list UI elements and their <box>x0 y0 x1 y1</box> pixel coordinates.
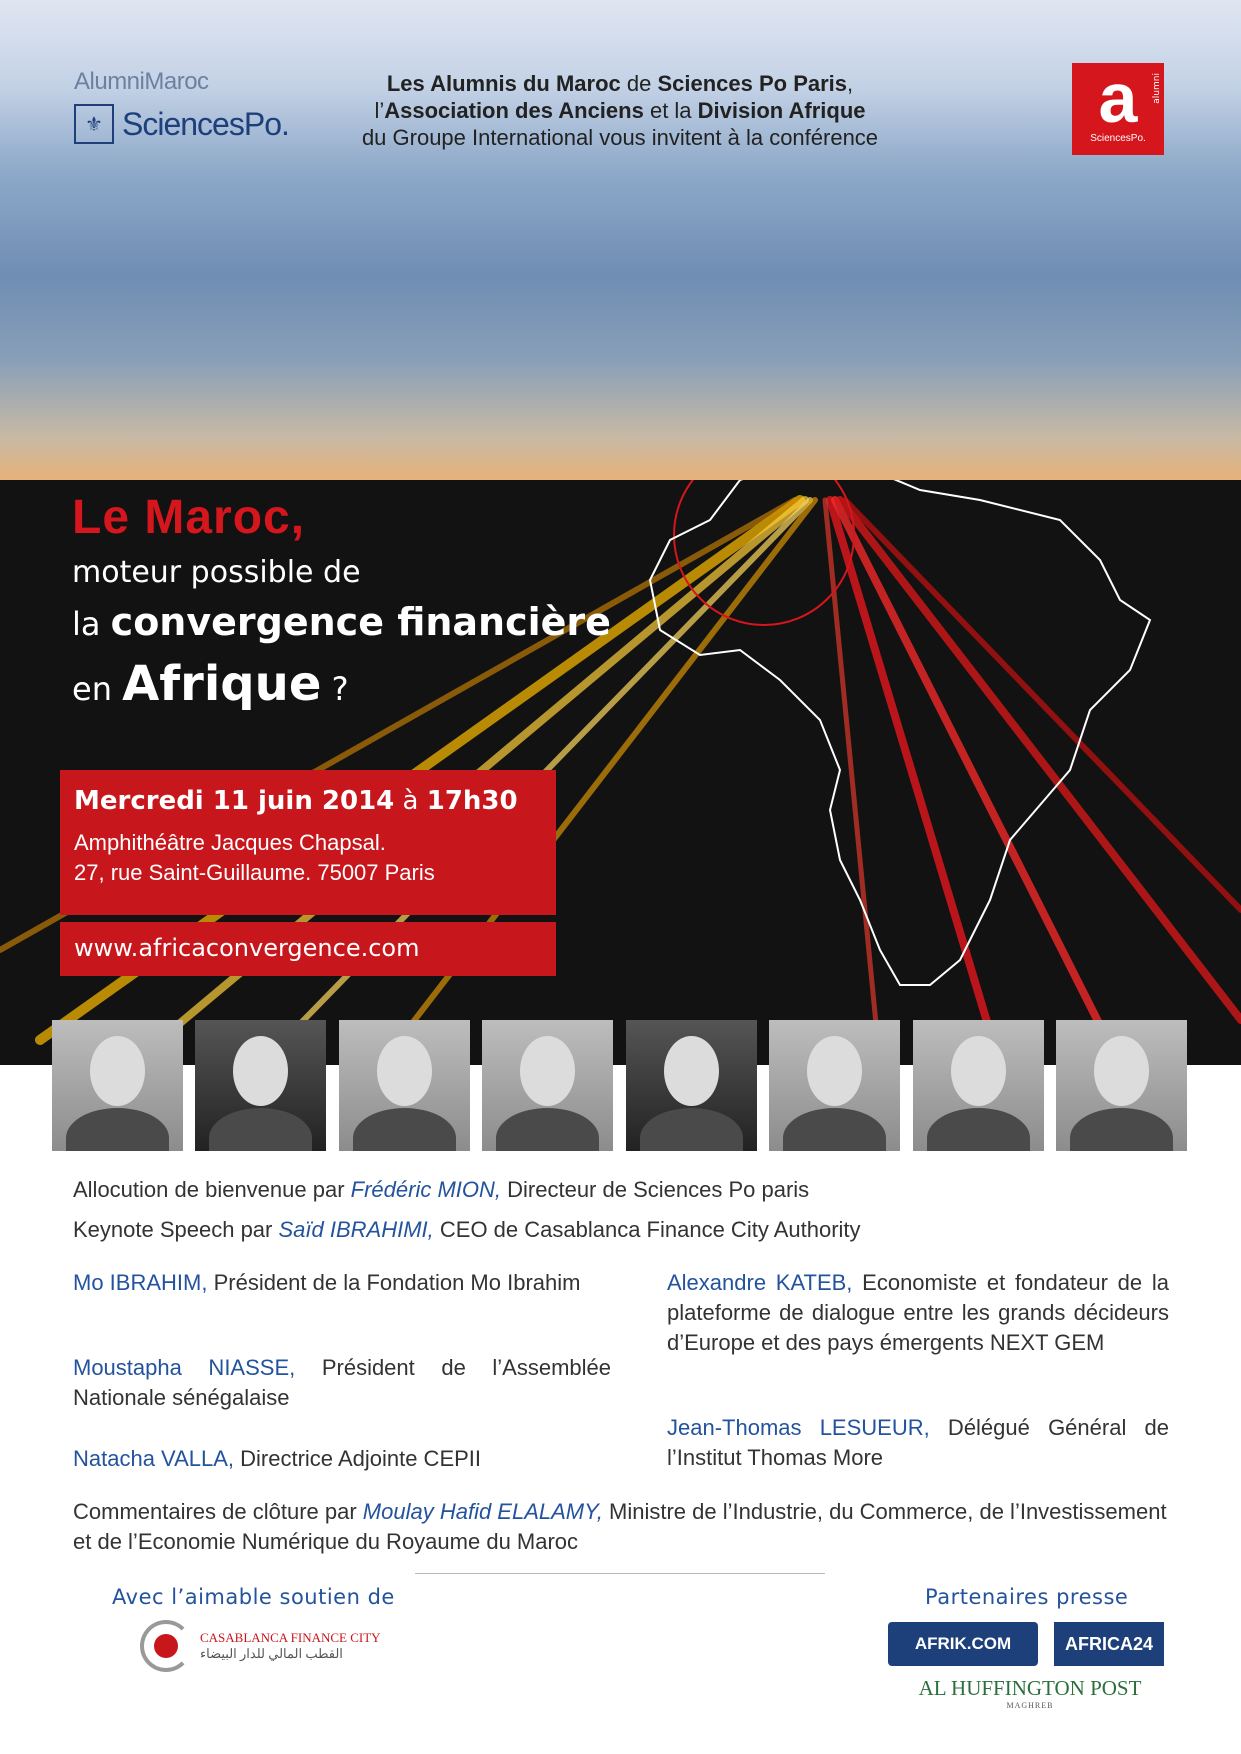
speaker-photo <box>913 1020 1044 1151</box>
speaker-photos <box>52 1020 1187 1151</box>
speaker-entry: Jean-Thomas LESUEUR, Délégué Général de l’Institut Thomas More <box>667 1415 1169 1470</box>
speaker-photo <box>1056 1020 1187 1151</box>
speaker-photo <box>339 1020 470 1151</box>
alumni-a-logo: a SciencesPo. alumni <box>1072 63 1164 155</box>
speaker-photo <box>195 1020 326 1151</box>
event-date-box: Mercredi 11 juin 2014 à 17h30 Amphithéâtre Jacques Chapsal. 27, rue Saint-Guillaume. 75007 Paris <box>60 770 556 915</box>
speaker-photo <box>482 1020 613 1151</box>
speaker-photo <box>769 1020 900 1151</box>
africa24-logo: AFRICA24 <box>1054 1622 1164 1666</box>
venue-name: Amphithéâtre Jacques Chapsal. <box>74 830 386 855</box>
support-label: Avec l’aimable soutien de <box>112 1585 395 1609</box>
alumni-maroc-logo: AlumniMaroc <box>74 68 209 95</box>
sciencespo-logo: SciencesPo. <box>122 105 289 142</box>
speaker-photo <box>626 1020 757 1151</box>
footer-divider <box>415 1573 825 1574</box>
closing-remarks: Commentaires de clôture par Moulay Hafid ELALAMY, Ministre de l’Industrie, du Commerce, de l’Investissement et de l’Economie Numérique du Royaume du Maroc <box>73 1499 1167 1554</box>
speaker-entry: Natacha VALLA, Directrice Adjointe CEPII <box>73 1446 482 1471</box>
opening-speakers: Allocution de bienvenue par Frédéric MION, Directeur de Sciences Po paris Keynote Speech par Saïd IBRAHIMI, CEO de Casablanca Finance City Authority <box>73 1177 861 1242</box>
speaker-entry: Mo IBRAHIM, Président de la Fondation Mo Ibrahim <box>73 1270 581 1295</box>
press-partners-label: Partenaires presse <box>925 1585 1129 1609</box>
conference-title: Le Maroc, moteur possible de la convergence financière en Afrique ? <box>72 491 611 712</box>
alumni-sciencespo-logo <box>74 68 314 144</box>
venue-address: 27, rue Saint-Guillaume. 75007 Paris <box>74 860 435 885</box>
cfc-mark-icon <box>140 1620 192 1672</box>
speaker-entry: Alexandre KATEB, Economiste et fondateur de la plateforme de dialogue entre les grands décideurs d’Europe et des pays émergents NEXT GEM <box>667 1270 1169 1355</box>
event-website-link[interactable]: www.africaconvergence.com <box>60 922 556 976</box>
sciencespo-seal-icon: ⚜ <box>74 104 114 144</box>
speaker-photo <box>52 1020 183 1151</box>
speaker-entry: Moustapha NIASSE, Président de l’Assemblée Nationale sénégalaise <box>73 1355 611 1410</box>
invitation-header: Les Alumnis du Maroc de Sciences Po Paris, l’Association des Anciens et la Division Afrique du Groupe International vous invitent à la conférence <box>361 71 879 150</box>
casablanca-finance-city-logo: CASABLANCA FINANCE CITY القطب المالي للدار البيضاء <box>140 1620 381 1672</box>
huffington-post-maghreb-logo: AL HUFFINGTON POST MAGHREB <box>918 1676 1142 1710</box>
afrik-com-logo: AFRIK.COM <box>888 1622 1038 1666</box>
